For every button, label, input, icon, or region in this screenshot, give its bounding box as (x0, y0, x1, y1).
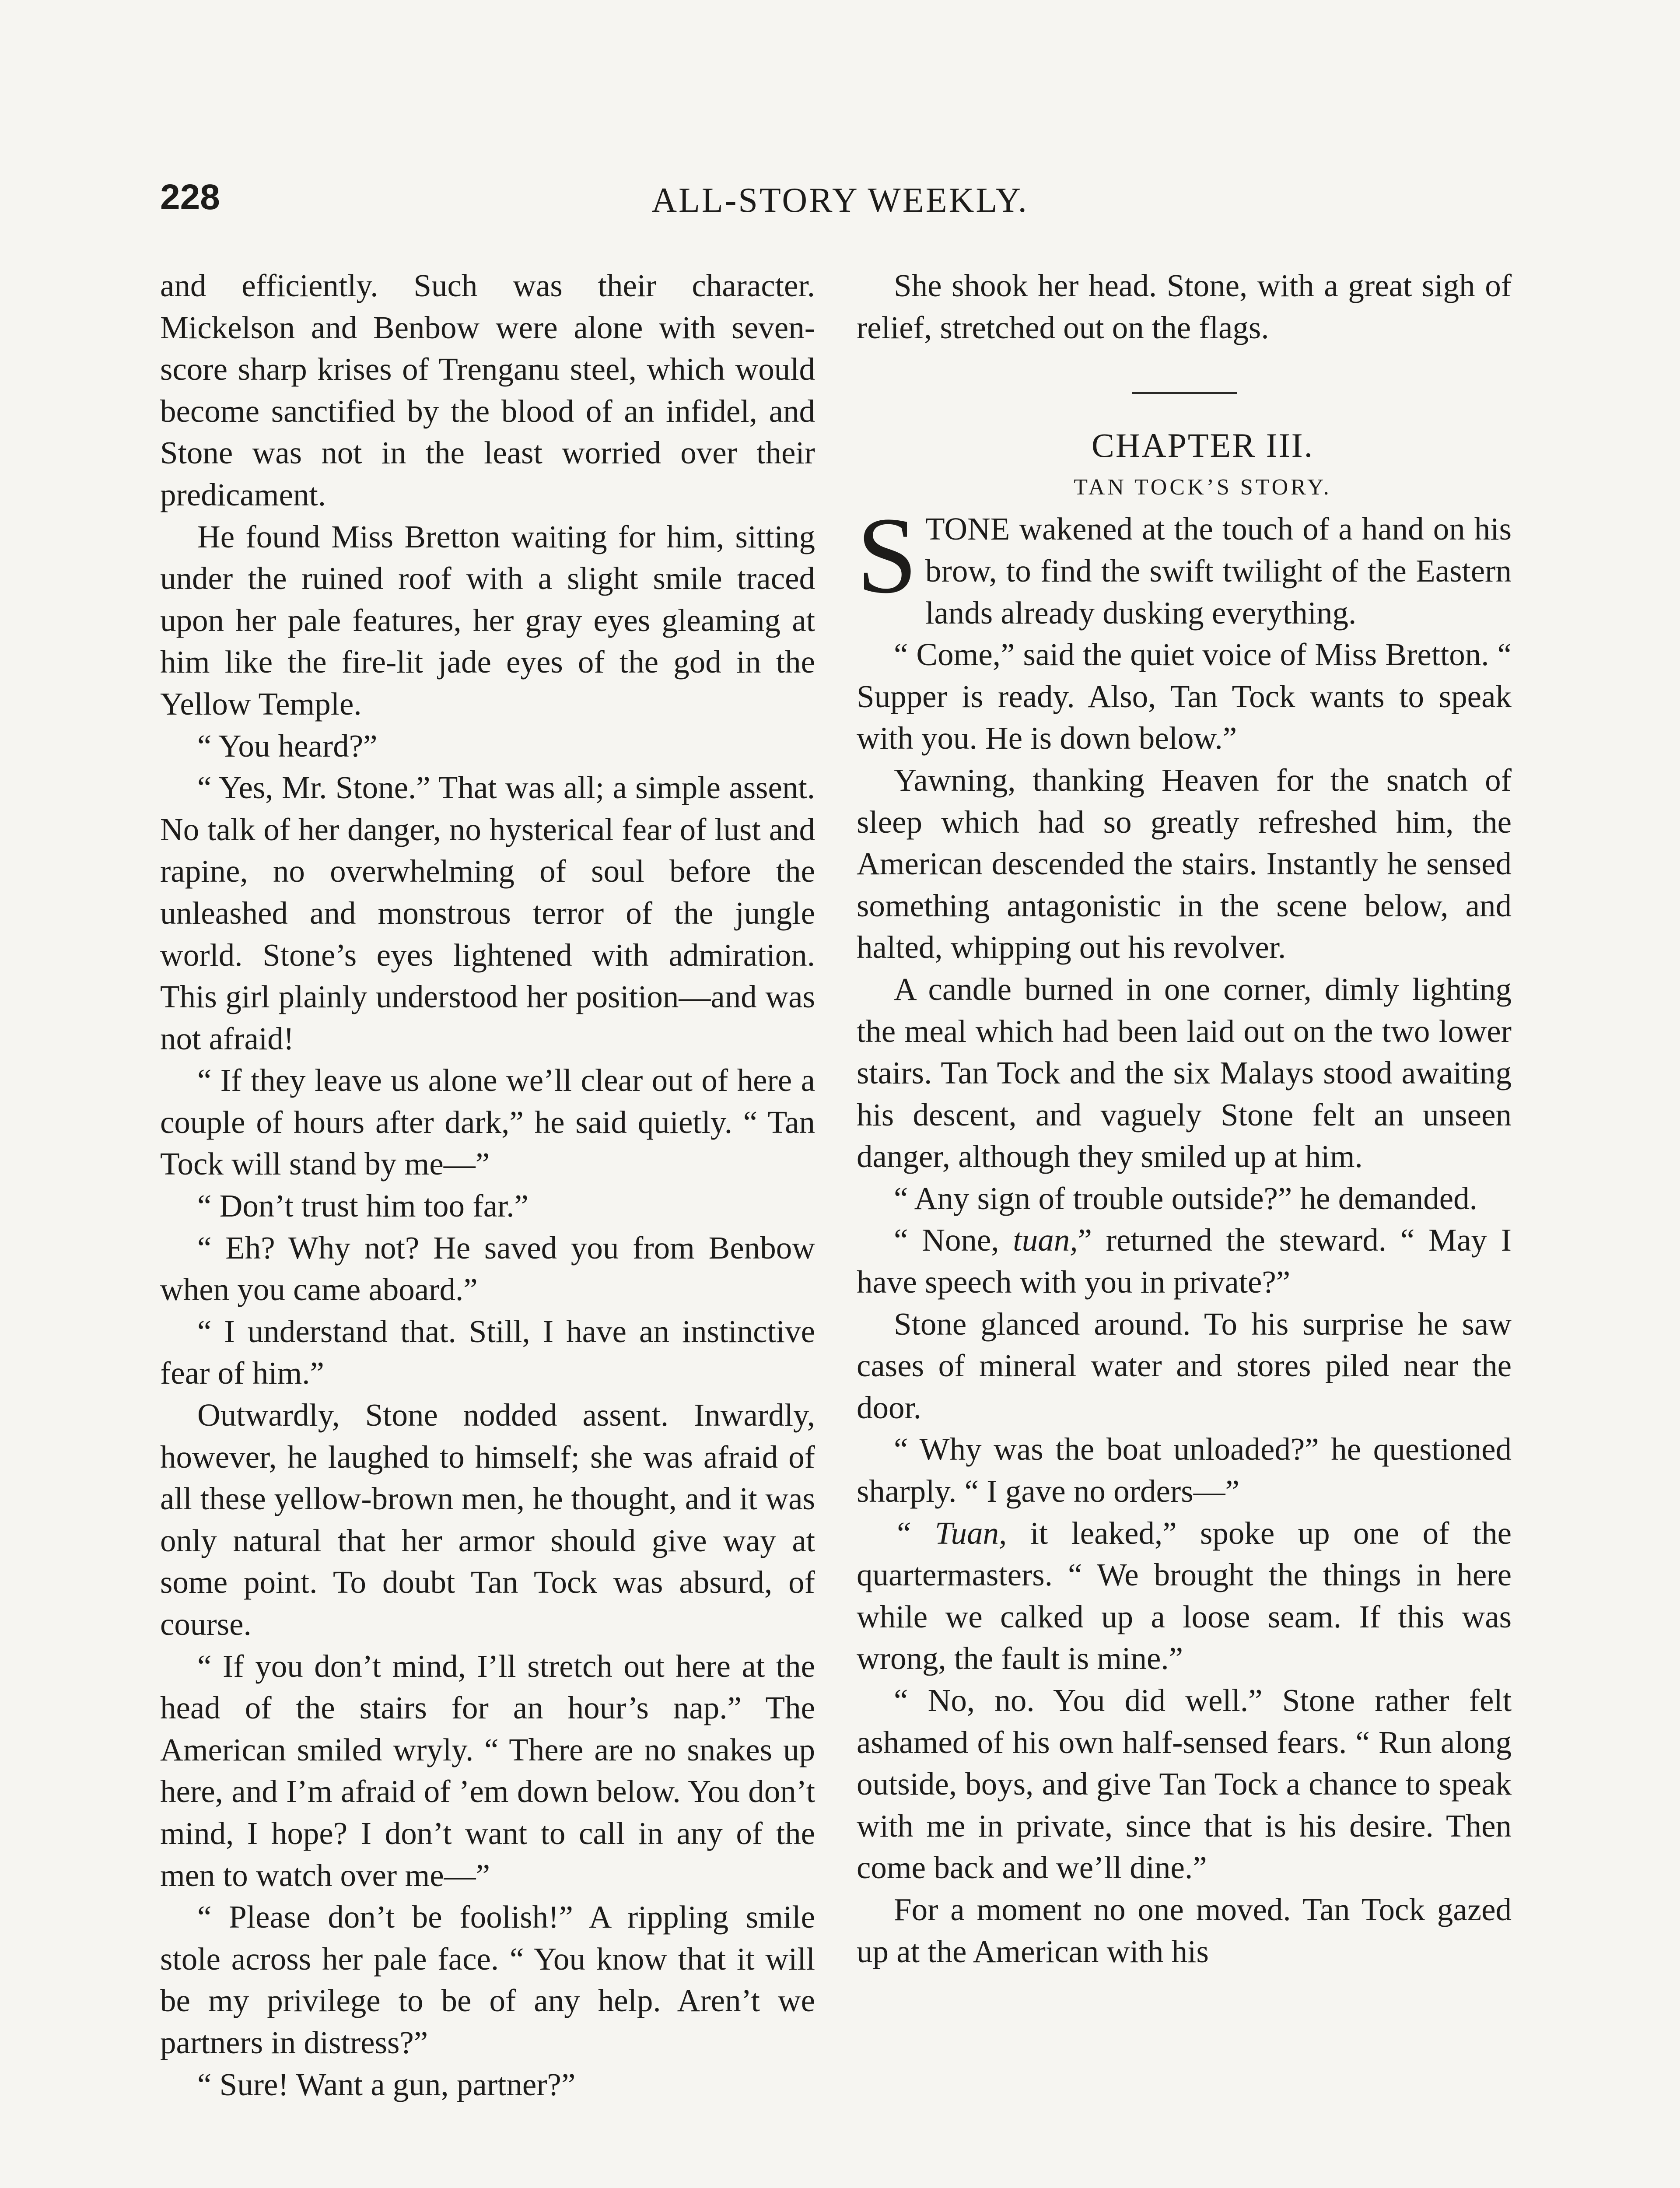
paragraph: “ Sure! Want a gun, partner?” (197, 2066, 576, 2102)
paragraph: “ No, no. You did well.” Stone rather felt ashamed of his own half-sensed fears. “ Run along outside, boys, and give Tan Tock a chance to speak with me in private, since that is his desire. Then come back and we’ll dine.” (857, 1683, 1512, 1886)
paragraph: “ If you don’t mind, I’ll stretch out here at the head of the stairs for an hour’s nap.” The American smiled wryly. “ There are no snakes up here, and I’m afraid of ’em down below. You don’t mind, I hope? I don’t want to call in any of the men to watch over me—” (160, 1648, 815, 1893)
opening-paragraph-text: TONE wakened at the touch of a hand on his brow, to find the swift twilight of the Eastern lands already dusking everything. (925, 511, 1512, 631)
paragraph: “ Eh? Why not? He saved you from Benbow when you came aboard.” (160, 1230, 815, 1308)
section-divider (1132, 392, 1237, 394)
paragraph: “ I understand that. Still, I have an instinctive fear of him.” (160, 1313, 815, 1391)
left-column (160, 265, 815, 2105)
paragraph: “ You heard?” (197, 728, 378, 764)
paragraph: “ Any sign of trouble outside?” he demanded. (894, 1180, 1477, 1216)
italic-text: “ Tuan, (894, 1515, 1007, 1551)
text-run: ” returned the steward. “ May I have speech with you in private?” (857, 1222, 1512, 1300)
paragraph: A candle burned in one corner, dimly lighting the meal which had been laid out on the two lower stairs. Tan Tock and the six Malays stood awaiting his descent, and vaguely Stone felt an unseen danger, although they smiled up at him. (857, 971, 1512, 1175)
paragraph: “ Yes, Mr. Stone.” That was all; a simple assent. No talk of her danger, no hysterical fear of lust and rapine, no overwhelming of soul before the unleashed and monstrous terror of the jungle world. Stone’s eyes lightened with admiration. This girl plainly understood her position—and was not afraid! (160, 770, 815, 1056)
paragraph (857, 1219, 1512, 1303)
chapter-title: CHAPTER III. (1091, 426, 1314, 465)
paragraph: For a moment no one moved. Tan Tock gazed up at the American with his (857, 1891, 1512, 1969)
page-number: 228 (160, 177, 220, 217)
paragraph: “ Please don’t be foolish!” A rippling smile stole across her pale face. “ You know that it will be my privilege to be of any help. Aren’t we partners in distress?” (160, 1899, 815, 2060)
opening-paragraph (857, 495, 1512, 634)
paragraph: and efficiently. Such was their character. Mickelson and Benbow were alone with seven-score sharp krises of Trenganu steel, which would become sanctified by the blood of an infidel, and Stone was not in the least worried over their predicament. (160, 268, 815, 512)
running-head: ALL-STORY WEEKLY. (651, 181, 1029, 220)
chapter-subtitle: TAN TOCK’S STORY. (1074, 474, 1332, 500)
paragraph: Yawning, thanking Heaven for the snatch of sleep which had so greatly refreshed him, the American descended the stairs. Instantly he sensed something antagonistic in the scene below, and halted, whipping out his revolver. (857, 762, 1512, 965)
paragraph: He found Miss Bretton waiting for him, sitting under the ruined roof with a slight smile traced upon her pale features, her gray eyes gleaming at him like the fire-lit jade eyes of the god in the Yellow Temple. (160, 519, 815, 722)
paragraph: Outwardly, Stone nodded assent. Inwardly, however, he laughed to himself; she was afraid of all these yellow-brown men, he thought, and it was only natural that her armor should give way at some point. To doubt Tan Tock was absurd, of course. (160, 1397, 815, 1642)
paragraph: “ If they leave us alone we’ll clear out of here a couple of hours after dark,” he said quietly. “ Tan Tock will stand by me—” (160, 1062, 815, 1182)
paragraph: She shook her head. Stone, with a great sigh of relief, stretched out on the flags. (857, 268, 1512, 345)
right-column (857, 265, 1512, 1972)
paragraph: “ Why was the boat unloaded?” he questioned sharply. “ I gave no orders—” (857, 1431, 1512, 1509)
italic-text: tuan, (1013, 1222, 1078, 1258)
text-run: it leaked,” spoke up one of the quartermasters. “ We brought the things in here while we calked up a loose seam. If this was wrong, the fault is mine.” (857, 1515, 1512, 1676)
paragraph: “ Come,” said the quiet voice of Miss Bretton. “ Supper is ready. Also, Tan Tock wants to speak with you. He is down below.” (857, 637, 1512, 756)
paragraph: Stone glanced around. To his surprise he saw cases of mineral water and stores piled near the door. (857, 1306, 1512, 1425)
drop-cap: S (857, 495, 918, 617)
text-run: “ None, (894, 1222, 1013, 1258)
paragraph (857, 1512, 1512, 1680)
paragraph: “ Don’t trust him too far.” (197, 1188, 528, 1224)
